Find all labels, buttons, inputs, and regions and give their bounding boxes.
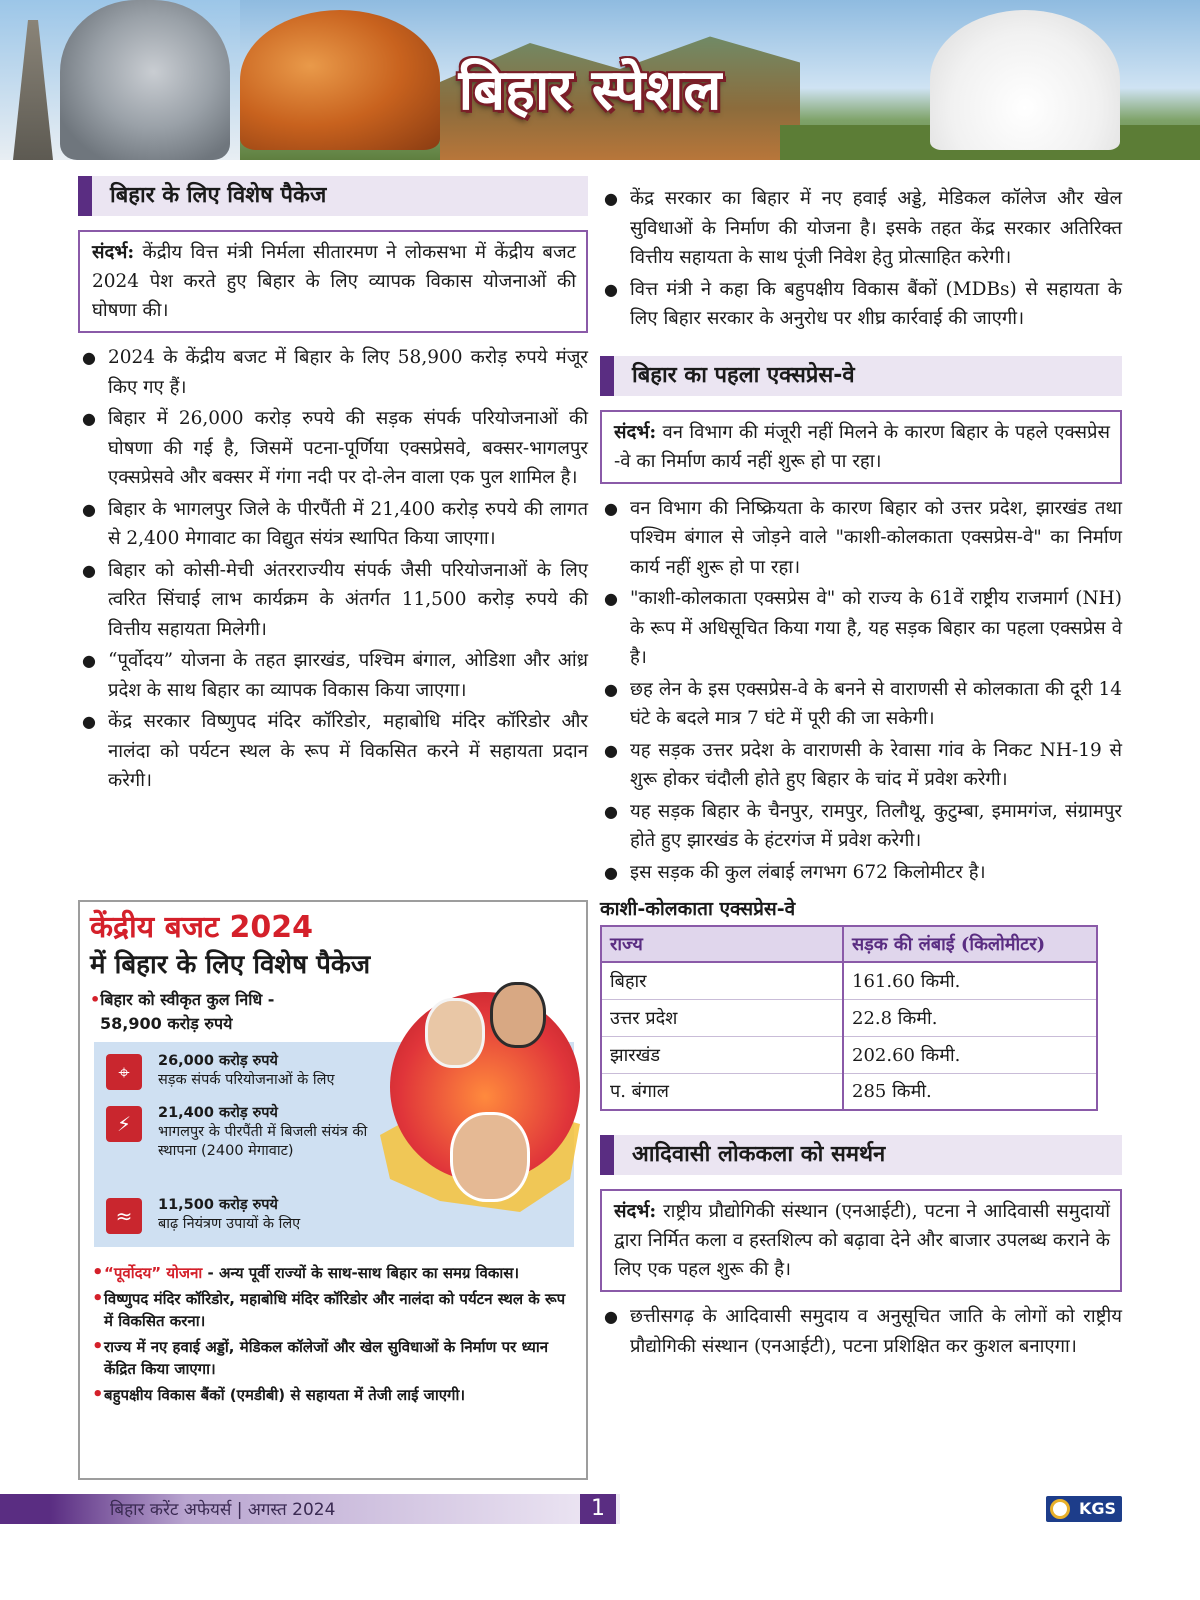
infographic-points — [92, 1262, 576, 1410]
list-item: ● 2024 के केंद्रीय बजट में बिहार के लिए 58,900 करोड़ रुपये मंजूर किए गए हैं। — [78, 343, 588, 402]
infographic-title: केंद्रीय बजट 2024 — [90, 910, 314, 945]
highlight-text: “पूर्वोदय” योजना — [104, 1264, 203, 1282]
buddha-statue-image — [60, 0, 230, 160]
context-box — [600, 1189, 1122, 1292]
list-item: ● केंद्र सरकार विष्णुपद मंदिर कॉरिडोर, महाबोधि मंदिर कॉरिडोर और नालंदा को पर्यटन स्थल के रूप में विकसित करने में सहायता प्रदान करेगी। — [78, 707, 588, 796]
table-cell: 285 किमी. — [843, 1073, 1097, 1110]
info-item-flood — [106, 1196, 406, 1234]
bullet-list — [600, 1302, 1122, 1361]
list-item: • राज्य में नए हवाई अड्डों, मेडिकल कॉलेजों और खेल सुविधाओं के निर्माण पर ध्यान केंद्रित किया जाएगा। — [92, 1336, 576, 1380]
road-map-icon: ⌖ — [106, 1054, 142, 1090]
section-heading-tribal-art: आदिवासी लोककला को समर्थन — [600, 1135, 1122, 1175]
page-number: 1 — [580, 1494, 616, 1524]
table-cell: प. बंगाल — [601, 1073, 843, 1110]
portrait-image — [490, 982, 546, 1048]
context-label: संदर्भ: — [92, 242, 135, 263]
section-heading-special-package: बिहार के लिए विशेष पैकेज — [78, 176, 588, 216]
table-header: सड़क की लंबाई (किलोमीटर) — [843, 926, 1097, 962]
table-row — [601, 999, 1097, 1036]
list-item: ● इस सड़क की कुल लंबाई लगभग 672 किलोमीटर है। — [600, 858, 1122, 888]
fund-label: बिहार को स्वीकृत कुल निधि - — [100, 990, 275, 1009]
globe-icon — [1050, 1499, 1070, 1519]
header-banner — [0, 0, 1200, 160]
context-text: केंद्रीय वित्त मंत्री निर्मला सीतारमण ने लोकसभा में केंद्रीय बजट 2024 पेश करते हुए बिहार के लिए व्यापक विकास योजनाओं की घोषणा की। — [92, 242, 576, 321]
item-desc: भागलपुर के पीरपैंती में बिजली संयंत्र की स्थापना (2400 मेगावाट) — [158, 1124, 368, 1159]
context-label: संदर्भ: — [614, 1201, 657, 1222]
context-text: वन विभाग की मंजूरी नहीं मिलने के कारण बिहार के पहले एक्सप्रेस -वे का निर्माण कार्य नहीं शुरू हो पा रहा। — [614, 421, 1110, 472]
item-desc: सड़क संपर्क परियोजनाओं के लिए — [158, 1072, 335, 1088]
table-row — [601, 962, 1097, 999]
list-item: ● वन विभाग की निष्क्रियता के कारण बिहार को उत्तर प्रदेश, झारखंड तथा पश्चिम बंगाल से जोड़ने वाले "काशी-कोलकाता एक्सप्रेस-वे" का निर्माण कार्य नहीं शुरू हो पा रहा। — [600, 494, 1122, 583]
point-text: - अन्य पूर्वी राज्यों के साथ-साथ बिहार का समग्र विकास। — [202, 1264, 520, 1282]
list-item: ● बिहार के भागलपुर जिले के पीरपैंती में 21,400 करोड़ रुपये की लागत से 2,400 मेगावाट का विद्युत संयंत्र स्थापित किया जाएगा। — [78, 495, 588, 554]
road-length-table — [600, 925, 1098, 1111]
list-item: ● वित्त मंत्री ने कहा कि बहुपक्षीय विकास बैंकों (MDBs) से सहायता के लिए बिहार सरकार के अनुरोध पर शीघ्र कार्रवाई की जाएगी। — [600, 275, 1122, 334]
table-cell: उत्तर प्रदेश — [601, 999, 843, 1036]
left-column — [78, 176, 588, 798]
context-label: संदर्भ: — [614, 421, 657, 443]
logo-text: KGS — [1078, 1499, 1116, 1518]
golghar-image — [240, 10, 440, 150]
table-title: काशी-कोलकाता एक्सप्रेस-वे — [600, 898, 796, 920]
table-row — [601, 1036, 1097, 1073]
list-item: ● छत्तीसगढ़ के आदिवासी समुदाय व अनुसूचित जाति के लोगों को राष्ट्रीय प्रौद्योगिकी संस्थान (एनआईटी), पटना प्रशिक्षित कर कुशल बनाएगा। — [600, 1302, 1122, 1361]
banner-title: बिहार स्पेशल — [458, 58, 722, 123]
table-header: राज्य — [601, 926, 843, 962]
item-amount: 26,000 करोड़ रुपये — [158, 1053, 278, 1069]
item-amount: 21,400 करोड़ रुपये — [158, 1105, 278, 1121]
list-item: ● बिहार को कोसी-मेची अंतरराज्यीय संपर्क जैसी परियोजनाओं के लिए त्वरित सिंचाई लाभ कार्यक्रम के अंतर्गत 11,500 करोड़ रुपये की वित्तीय सहायता मिलेगी। — [78, 556, 588, 645]
list-item: • विष्णुपद मंदिर कॉरिडोर, महाबोधि मंदिर कॉरिडोर और नालंदा को पर्यटन स्थल के रूप में विकसित करना। — [92, 1288, 576, 1332]
list-item: ● यह सड़क उत्तर प्रदेश के वाराणसी के रेवासा गांव के निकट NH-19 से शुरू होकर चंदौली होते हुए बिहार के चांद में प्रवेश करेगी। — [600, 736, 1122, 795]
power-plant-icon: ⚡ — [106, 1106, 142, 1142]
right-column — [600, 184, 1122, 1363]
list-item: ● “पूर्वोदय” योजना के तहत झारखंड, पश्चिम बंगाल, ओडिशा और आंध्र प्रदेश के साथ बिहार का व्यापक विकास किया जाएगा। — [78, 646, 588, 705]
list-item: ● छह लेन के इस एक्सप्रेस-वे के बनने से वाराणसी से कोलकाता की दूरी 14 घंटे के बदले मात्र 7 घंटे में पूरी की जा सकेगी। — [600, 675, 1122, 734]
peace-pagoda-image — [930, 10, 1120, 150]
list-item — [92, 1262, 576, 1284]
footer-text: बिहार करेंट अफेयर्स | अगस्त 2024 — [110, 1500, 336, 1520]
kgs-logo — [1046, 1496, 1122, 1522]
bullet-list — [78, 343, 588, 796]
bullet-list — [600, 494, 1122, 888]
section-heading-expressway: बिहार का पहला एक्सप्रेस-वे — [600, 356, 1122, 396]
info-item-power — [106, 1104, 406, 1161]
item-amount: 11,500 करोड़ रुपये — [158, 1197, 278, 1213]
bullet-list-continued — [600, 184, 1122, 334]
budget-infographic — [78, 900, 588, 1480]
page-footer — [0, 1494, 1200, 1524]
bullet-icon: • — [90, 990, 101, 1009]
fund-amount: 58,900 करोड़ रुपये — [100, 1014, 233, 1033]
list-item: ● बिहार में 26,000 करोड़ रुपये की सड़क संपर्क परियोजनाओं की घोषणा की गई है, जिसमें पटना-पूर्णिया एक्सप्रेसवे, बक्सर-भागलपुर एक्सप्रेसवे और बक्सर में गंगा नदी पर दो-लेन वाला एक पुल शामिल है। — [78, 404, 588, 493]
table-header-row — [601, 926, 1097, 962]
table-cell: झारखंड — [601, 1036, 843, 1073]
list-item: • बहुपक्षीय विकास बैंकों (एमडीबी) से सहायता में तेजी लाई जाएगी। — [92, 1384, 576, 1406]
table-cell: 161.60 किमी. — [843, 962, 1097, 999]
context-box — [600, 410, 1122, 484]
table-cell: 22.8 किमी. — [843, 999, 1097, 1036]
table-cell: बिहार — [601, 962, 843, 999]
info-item-road — [106, 1052, 406, 1090]
list-item: ● यह सड़क बिहार के चैनपुर, रामपुर, तिलौथू, कुटुम्बा, इमामगंज, संग्रामपुर होते हुए झारखंड के हंटरगंज में प्रवेश करेगी। — [600, 797, 1122, 856]
portrait-image — [450, 1112, 530, 1202]
infographic-subtitle: में बिहार के लिए विशेष पैकेज — [90, 950, 371, 980]
item-desc: बाढ़ नियंत्रण उपायों के लिए — [158, 1216, 301, 1232]
context-box — [78, 230, 588, 333]
context-text: राष्ट्रीय प्रौद्योगिकी संस्थान (एनआईटी), पटना ने आदिवासी समुदायों द्वारा निर्मित कला व हस्तशिल्प को बढ़ावा देने और बाजार उपलब्ध कराने के लिए एक पहल शुरू की है। — [614, 1201, 1110, 1280]
portrait-image — [425, 998, 485, 1068]
list-item: ● "काशी-कोलकाता एक्सप्रेस वे" को राज्य के 61वें राष्ट्रीय राजमार्ग (NH) के रूप में अधिसूचित किया गया है, यह सड़क बिहार का पहला एक्सप्रेस वे है। — [600, 584, 1122, 673]
flood-icon: ≈ — [106, 1198, 142, 1234]
list-item: ● केंद्र सरकार का बिहार में नए हवाई अड्डे, मेडिकल कॉलेज और खेल सुविधाओं के निर्माण की योजना है। इसके तहत केंद्र सरकार अतिरिक्त वित्तीय सहायता के साथ पूंजी निवेश हेतु प्रोत्साहित करेगी। — [600, 184, 1122, 273]
table-row — [601, 1073, 1097, 1110]
table-cell: 202.60 किमी. — [843, 1036, 1097, 1073]
